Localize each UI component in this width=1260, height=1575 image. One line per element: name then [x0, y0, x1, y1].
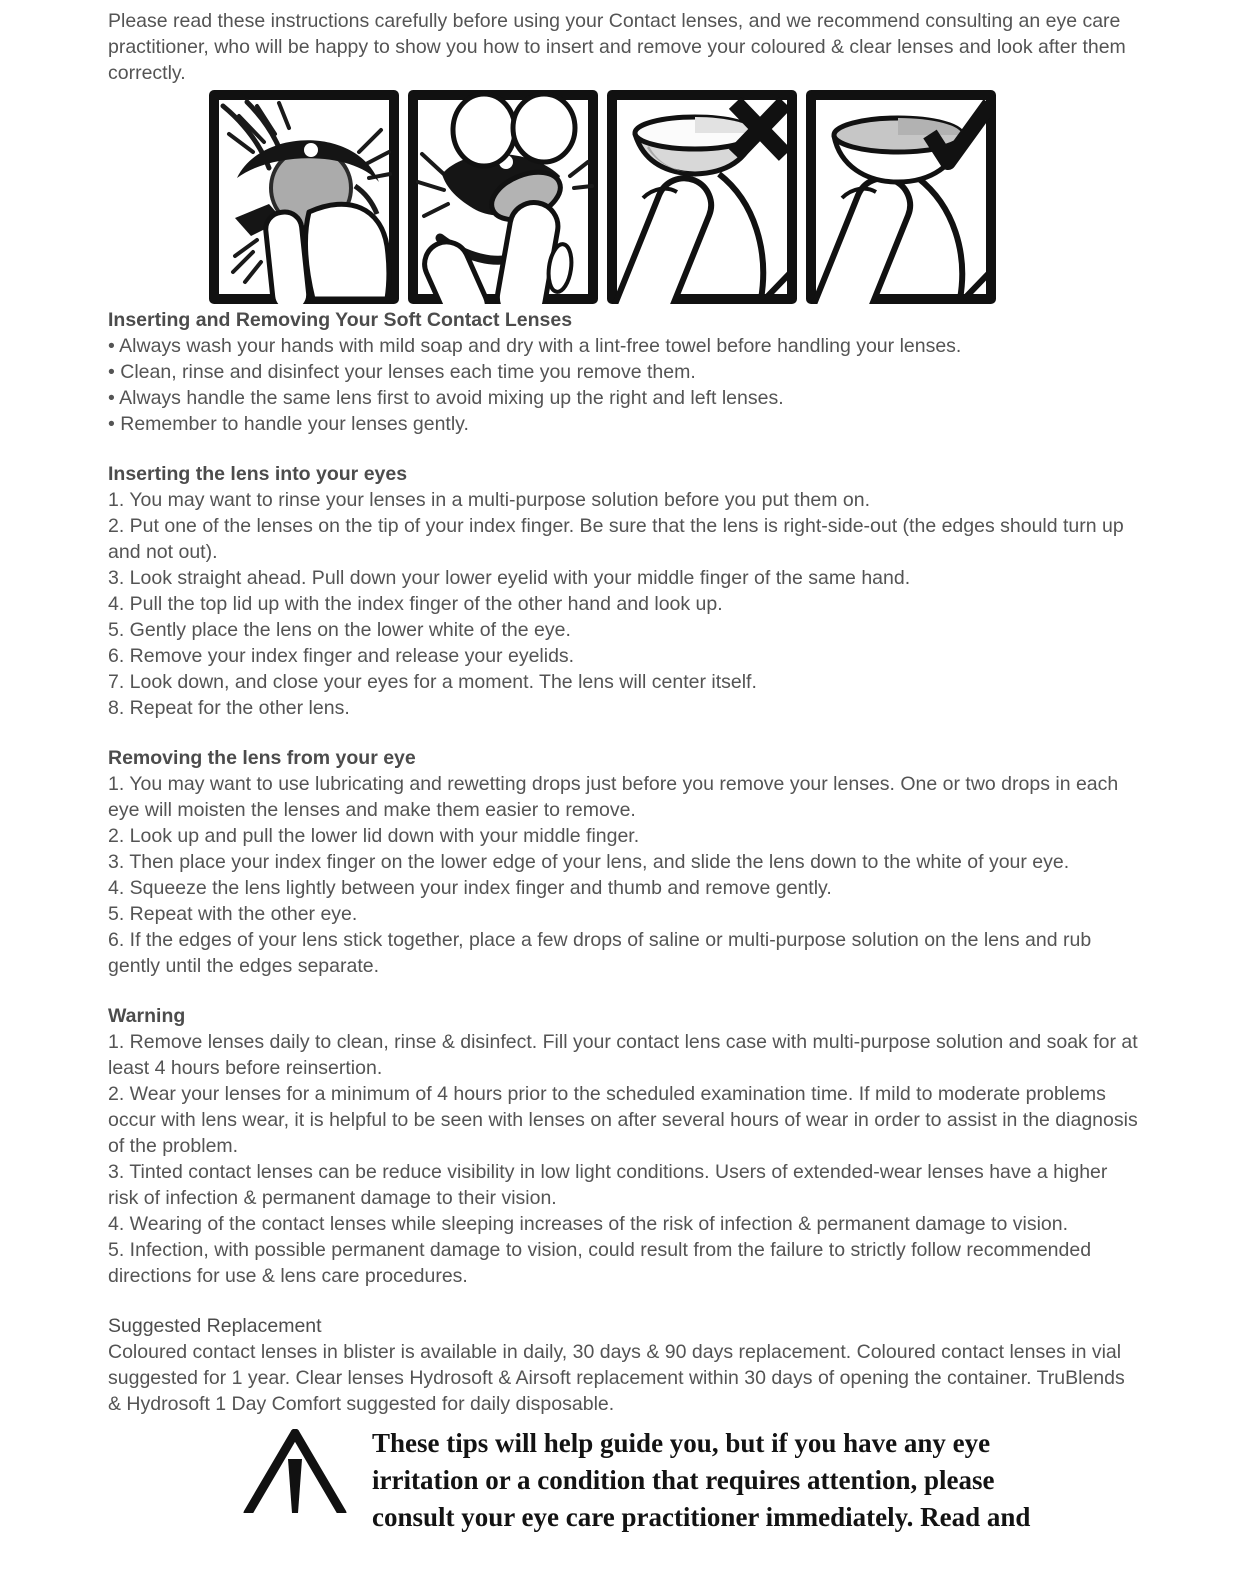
numbered-item: 1. Remove lenses daily to clean, rinse & disinfect. Fill your contact lens case with multi-purpose solution and soak for at least 4 hours before reinsertion.: [108, 1031, 1138, 1079]
intro-paragraph: Please read these instructions carefully before using your Contact lenses, and we recommend consulting an eye care practitioner, who will be happy to show you how to insert and remove your coloured & clear lenses and look after them correctly.: [108, 10, 1126, 84]
paragraph: Coloured contact lenses in blister is available in daily, 30 days & 90 days replacement. Coloured contact lenses in vial suggested for 1 year. Clear lenses Hydrosoft & Airsoft replacement within 30 days of opening the container. TruBlends & Hydrosoft 1 Day Comfort suggested for daily disposable.: [108, 1341, 1125, 1415]
section-removing: [108, 745, 1142, 979]
numbered-item: 6. Remove your index finger and release your eyelids.: [108, 645, 575, 667]
numbered-item: 5. Gently place the lens on the lower white of the eye.: [108, 619, 571, 641]
section-replacement: [108, 1313, 1142, 1417]
footer-note-line: irritation or a condition that requires attention, please: [372, 1465, 995, 1495]
numbered-item: 4. Pull the top lid up with the index finger of the other hand and look up.: [108, 593, 723, 615]
section-heading: Warning: [108, 1005, 186, 1027]
numbered-item: 1. You may want to rinse your lenses in a multi-purpose solution before you put them on.: [108, 489, 871, 511]
bullet-item: • Clean, rinse and disinfect your lenses each time you remove them.: [108, 361, 696, 383]
numbered-item: 7. Look down, and close your eyes for a moment. The lens will center itself.: [108, 671, 757, 693]
numbered-item: 8. Repeat for the other lens.: [108, 697, 350, 719]
section-heading: Removing the lens from your eye: [108, 747, 416, 769]
section-handling: [108, 307, 1142, 437]
panel-lens-inside-out: [607, 90, 797, 304]
numbered-item: 3. Then place your index finger on the lower edge of your lens, and slide the lens down to the white of your eye.: [108, 851, 1070, 873]
fingertip: [513, 94, 575, 162]
bullet-list: [108, 333, 1142, 437]
instruction-panels: [209, 90, 1142, 304]
hand: [306, 204, 389, 299]
fingertip: [453, 94, 515, 166]
section-heading: Inserting and Removing Your Soft Contact Lenses: [108, 309, 573, 331]
bullet-item: • Remember to handle your lenses gently.: [108, 413, 469, 435]
panel-lens-correct: [806, 90, 996, 304]
numbered-item: 4. Squeeze the lens lightly between your index finger and thumb and remove gently.: [108, 877, 832, 899]
numbered-item: 5. Repeat with the other eye.: [108, 903, 358, 925]
footer-note-line: consult your eye care practitioner immediately. Read and: [372, 1502, 1031, 1532]
numbered-list: [108, 1029, 1142, 1289]
numbered-item: 2. Put one of the lenses on the tip of your index finger. Be sure that the lens is right-side-out (the edges should turn up and not out).: [108, 515, 1124, 563]
numbered-item: 4. Wearing of the contact lenses while sleeping increases of the risk of infection & permanent damage to vision.: [108, 1213, 1069, 1235]
numbered-item: 2. Look up and pull the lower lid down with your middle finger.: [108, 825, 640, 847]
finger: [264, 210, 310, 304]
numbered-item: 2. Wear your lenses for a minimum of 4 hours prior to the scheduled examination time. If mild to moderate problems occur with lens wear, it is helpful to be seen with lenses on after several hours of wear in order to assist in the diagnosis of the problem.: [108, 1083, 1138, 1157]
section-warning: [108, 1003, 1142, 1289]
footer-warning: [236, 1425, 1142, 1536]
paragraph-block: [108, 1339, 1142, 1417]
warning-triangle-icon: [236, 1429, 354, 1513]
section-heading: Suggested Replacement: [108, 1315, 322, 1337]
numbered-item: 5. Infection, with possible permanent damage to vision, could result from the failure to strictly follow recommended directions for use & lens care procedures.: [108, 1239, 1092, 1287]
numbered-item: 3. Tinted contact lenses can be reduce visibility in low light conditions. Users of extended-wear lenses have a higher risk of infection & permanent damage to their vision.: [108, 1161, 1108, 1209]
numbered-list: [108, 771, 1142, 979]
numbered-item: 6. If the edges of your lens stick together, place a few drops of saline or multi-purpose solution on the lens and rub gently until the edges separate.: [108, 929, 1092, 977]
bullet-item: • Always handle the same lens first to avoid mixing up the right and left lenses.: [108, 387, 784, 409]
numbered-list: [108, 487, 1142, 721]
numbered-item: 1. You may want to use lubricating and rewetting drops just before you remove your lenses. One or two drops in each eye will moisten the lenses and make them easier to remove.: [108, 773, 1119, 821]
section-inserting: [108, 461, 1142, 721]
numbered-item: 3. Look straight ahead. Pull down your lower eyelid with your middle finger of the same hand.: [108, 567, 911, 589]
bullet-item: • Always wash your hands with mild soap and dry with a lint-free towel before handling your lenses.: [108, 335, 962, 357]
footer-note: [372, 1425, 1030, 1536]
section-heading: Inserting the lens into your eyes: [108, 463, 408, 485]
panel-pull-lower-eyelid: [209, 90, 399, 304]
footer-note-line: These tips will help guide you, but if you have any eye: [372, 1428, 991, 1458]
panel-insert-lens: [408, 90, 598, 304]
